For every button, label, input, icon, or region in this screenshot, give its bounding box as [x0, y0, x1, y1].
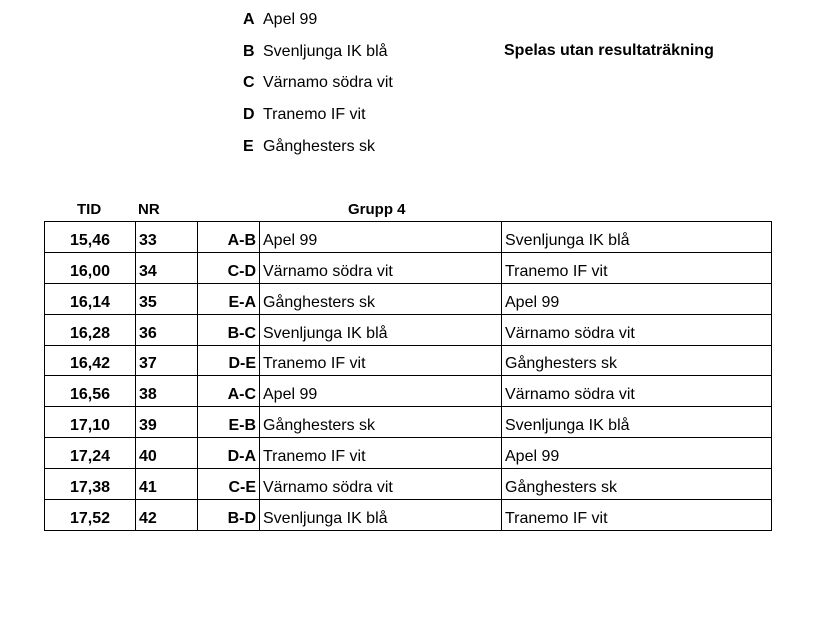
away-team: Gånghesters sk — [502, 469, 772, 500]
home-team: Svenljunga IK blå — [260, 314, 502, 345]
match-number: 42 — [136, 500, 198, 531]
table-row — [45, 469, 772, 500]
team-letter: B — [243, 42, 255, 60]
table-row — [45, 222, 772, 253]
match-pairing: C-E — [198, 469, 260, 500]
table-row — [45, 407, 772, 438]
away-team: Värnamo södra vit — [502, 376, 772, 407]
match-number: 40 — [136, 438, 198, 469]
away-team: Apel 99 — [502, 283, 772, 314]
team-name: Tranemo IF vit — [263, 106, 366, 124]
team-list — [243, 8, 393, 166]
match-time: 15,46 — [45, 222, 136, 253]
match-pairing: B-D — [198, 500, 260, 531]
match-time: 16,56 — [45, 376, 136, 407]
away-team: Gånghesters sk — [502, 345, 772, 376]
home-team: Värnamo södra vit — [260, 469, 502, 500]
match-time: 17,10 — [45, 407, 136, 438]
match-number: 34 — [136, 252, 198, 283]
team-name: Värnamo södra vit — [263, 74, 393, 92]
team-letter: C — [243, 74, 255, 92]
home-team: Apel 99 — [260, 376, 502, 407]
match-pairing: E-B — [198, 407, 260, 438]
match-pairing: C-D — [198, 252, 260, 283]
team-letter: E — [243, 137, 254, 155]
match-time: 16,28 — [45, 314, 136, 345]
match-time: 17,24 — [45, 438, 136, 469]
nr-column-header: NR — [138, 201, 160, 218]
match-number: 36 — [136, 314, 198, 345]
team-name: Gånghesters sk — [263, 137, 376, 155]
team-letter: A — [243, 11, 255, 28]
match-pairing: B-C — [198, 314, 260, 345]
match-number: 39 — [136, 407, 198, 438]
home-team: Gånghesters sk — [260, 283, 502, 314]
team-name: Svenljunga IK blå — [263, 42, 388, 60]
table-row — [45, 500, 772, 531]
match-pairing: D-E — [198, 345, 260, 376]
table-row — [45, 376, 772, 407]
away-team: Svenljunga IK blå — [502, 222, 772, 253]
team-list-item — [243, 8, 393, 40]
away-team: Tranemo IF vit — [502, 252, 772, 283]
team-list-item — [243, 135, 393, 167]
table-row — [45, 283, 772, 314]
home-team: Svenljunga IK blå — [260, 500, 502, 531]
match-schedule-table — [44, 221, 772, 531]
table-row — [45, 345, 772, 376]
match-time: 17,52 — [45, 500, 136, 531]
match-time: 16,42 — [45, 345, 136, 376]
no-score-note: Spelas utan resultaträkning — [504, 42, 714, 59]
home-team: Tranemo IF vit — [260, 345, 502, 376]
time-column-header: TID — [77, 201, 102, 218]
home-team: Tranemo IF vit — [260, 438, 502, 469]
home-team: Apel 99 — [260, 222, 502, 253]
team-list-item — [243, 103, 393, 135]
home-team: Gånghesters sk — [260, 407, 502, 438]
team-letter: D — [243, 106, 255, 124]
team-list-item — [243, 40, 393, 72]
match-number: 33 — [136, 222, 198, 253]
away-team: Värnamo södra vit — [502, 314, 772, 345]
team-list-item — [243, 71, 393, 103]
match-number: 41 — [136, 469, 198, 500]
home-team: Värnamo södra vit — [260, 252, 502, 283]
match-time: 17,38 — [45, 469, 136, 500]
match-pairing: D-A — [198, 438, 260, 469]
group-title: Grupp 4 — [348, 201, 406, 218]
match-pairing: E-A — [198, 283, 260, 314]
away-team: Tranemo IF vit — [502, 500, 772, 531]
match-number: 37 — [136, 345, 198, 376]
table-row — [45, 252, 772, 283]
match-number: 38 — [136, 376, 198, 407]
match-time: 16,14 — [45, 283, 136, 314]
match-pairing: A-C — [198, 376, 260, 407]
table-row — [45, 314, 772, 345]
match-number: 35 — [136, 283, 198, 314]
away-team: Svenljunga IK blå — [502, 407, 772, 438]
team-name: Apel 99 — [263, 11, 318, 28]
match-time: 16,00 — [45, 252, 136, 283]
match-pairing: A-B — [198, 222, 260, 253]
away-team: Apel 99 — [502, 438, 772, 469]
table-row — [45, 438, 772, 469]
